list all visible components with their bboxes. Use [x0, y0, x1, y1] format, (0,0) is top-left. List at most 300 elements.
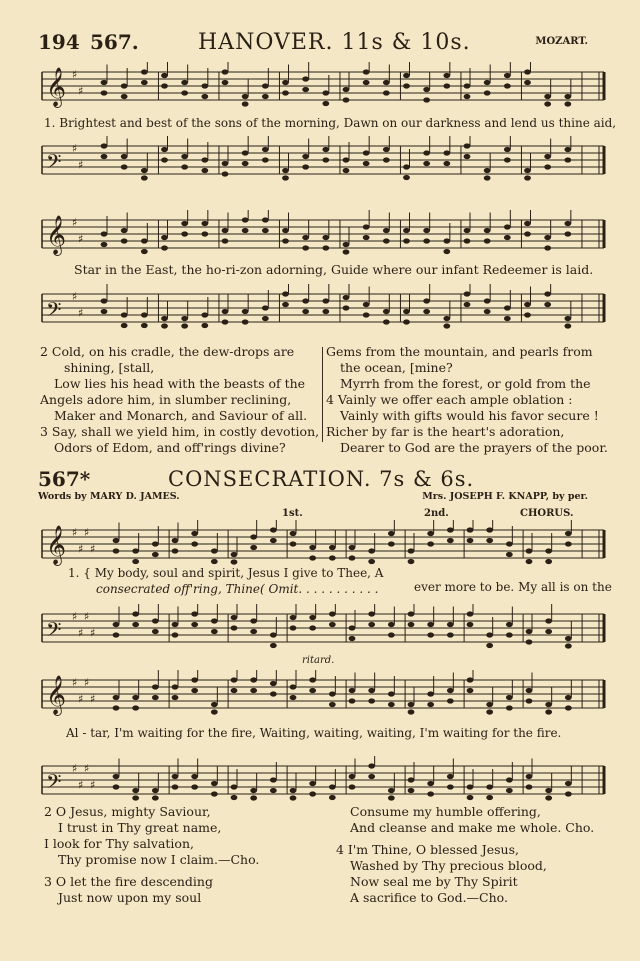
hymn1-system2-treble [38, 210, 608, 262]
note-head [427, 791, 434, 796]
note-head [211, 702, 218, 707]
note-head [443, 161, 450, 166]
note-head [349, 784, 356, 789]
note-head [242, 94, 249, 99]
hymn1-verses-left [40, 344, 319, 456]
note-head [403, 238, 410, 243]
note-head [486, 795, 493, 800]
note-head [506, 541, 513, 546]
note-head [290, 531, 297, 536]
note-head [349, 774, 356, 779]
note-head [270, 632, 277, 637]
note-head [270, 691, 277, 696]
note-head [250, 795, 257, 800]
note-head [427, 622, 434, 627]
note-head [545, 629, 552, 634]
note-head [329, 622, 336, 627]
note-head [201, 323, 208, 328]
sharp-icon: ♯ [90, 626, 96, 640]
note-head [427, 541, 434, 546]
note-head [526, 774, 533, 779]
note-head [447, 698, 454, 703]
note-head [113, 774, 120, 779]
note-head [545, 548, 552, 553]
note-head [172, 622, 179, 627]
hymn1-lyrics-line1: 1. Brightest and best of the sons of the morning, Dawn on our darkness and lend us thine aid, [44, 116, 617, 130]
note-head [564, 101, 571, 106]
note-head [388, 795, 395, 800]
note-head [270, 643, 277, 648]
note-head [262, 228, 269, 233]
note-head [447, 622, 454, 627]
note-head [545, 709, 552, 714]
hymn1-system1-bass [38, 136, 608, 188]
note-head [423, 228, 430, 233]
note-head [282, 175, 289, 180]
hymn1-tune-title: HANOVER. 11s & 10s. [198, 30, 471, 55]
note-head [161, 316, 168, 321]
treble-clef-icon: 𝄞 [46, 525, 67, 565]
note-head [282, 228, 289, 233]
note-head [181, 80, 188, 85]
note-head [524, 69, 531, 74]
note-head [181, 90, 188, 95]
staff-lines [42, 614, 604, 642]
note-head [403, 164, 410, 169]
note-head [544, 154, 551, 159]
hymn2-lyrics-line1a: 1. { My body, soul and spirit, Jesus I give to Thee, A [68, 566, 384, 580]
note-head [343, 249, 350, 254]
verse-line: Vainly with gifts would his favor secure ! [340, 408, 599, 423]
note-head [423, 150, 430, 155]
note-head [282, 302, 289, 307]
note-head [524, 175, 531, 180]
note-head [113, 538, 120, 543]
note-head [302, 87, 309, 92]
note-head [545, 559, 552, 564]
hymn1-verses-right [326, 344, 608, 456]
note-head [564, 323, 571, 328]
note-head [322, 101, 329, 106]
hymn2-verses-right [336, 804, 594, 906]
sharp-icon: ♯ [78, 626, 84, 640]
note-head [388, 531, 395, 536]
note-head [349, 688, 356, 693]
note-head [262, 94, 269, 99]
sharp-icon: ♯ [72, 610, 78, 623]
note-head [383, 238, 390, 243]
note-head [368, 774, 375, 779]
verse-line: the ocean, [mine? [340, 360, 453, 375]
note-head [141, 312, 148, 317]
note-head [464, 238, 471, 243]
sharp-icon: ♯ [78, 778, 84, 792]
bass-clef-icon: 𝄢 [46, 298, 62, 326]
note-head [113, 548, 120, 553]
note-head [121, 83, 128, 88]
verse-line: Richer by far is the heart's adoration, [326, 424, 565, 439]
note-head [191, 622, 198, 627]
verse-line: Washed by Thy precious blood, [350, 858, 547, 873]
note-head [368, 698, 375, 703]
note-head [290, 615, 297, 620]
note-head [427, 691, 434, 696]
note-head [403, 73, 410, 78]
note-head [423, 97, 430, 102]
note-head [368, 622, 375, 627]
note-head [388, 541, 395, 546]
note-head [181, 231, 188, 236]
note-head [161, 83, 168, 88]
sharp-icon: ♯ [84, 762, 90, 775]
note-head [113, 695, 120, 700]
note-head [329, 702, 336, 707]
note-head [290, 695, 297, 700]
note-head [152, 795, 159, 800]
note-head [484, 309, 491, 314]
note-head [113, 632, 120, 637]
hymn1-header [38, 30, 588, 58]
note-head [270, 777, 277, 782]
note-head [201, 83, 208, 88]
note-head [152, 684, 159, 689]
note-head [408, 548, 415, 553]
note-head [121, 164, 128, 169]
note-head [191, 677, 198, 682]
verse-line: I trust in Thy great name, [58, 820, 222, 835]
verse-line: Thy promise now I claim.—Cho. [58, 852, 260, 867]
note-head [262, 83, 269, 88]
note-head [132, 795, 139, 800]
note-head [152, 788, 159, 793]
note-head [526, 559, 533, 564]
note-head [427, 531, 434, 536]
note-head [506, 788, 513, 793]
note-head [526, 784, 533, 789]
note-head [408, 622, 415, 627]
sharp-icon: ♯ [72, 68, 78, 81]
note-head [427, 702, 434, 707]
note-head [486, 643, 493, 648]
note-head [388, 632, 395, 637]
note-head [302, 298, 309, 303]
hymn1-system2-bass [38, 284, 608, 336]
note-head [181, 154, 188, 159]
verse-line: 3 Say, shall we yield him, in costly devotion, [40, 424, 320, 439]
staff-lines [42, 766, 604, 794]
note-head [152, 618, 159, 623]
sharp-icon: ♯ [78, 84, 84, 98]
note-head [443, 316, 450, 321]
sharp-icon: ♯ [72, 290, 78, 303]
note-head [564, 221, 571, 226]
note-head [161, 147, 168, 152]
verse-line: Angels adore him, in slumber reclining, [40, 392, 292, 407]
note-head [403, 319, 410, 324]
note-head [132, 559, 139, 564]
note-head [544, 164, 551, 169]
note-head [191, 784, 198, 789]
note-head [172, 774, 179, 779]
sharp-icon: ♯ [90, 692, 96, 706]
note-head [467, 784, 474, 789]
note-head [408, 702, 415, 707]
note-head [121, 323, 128, 328]
note-head [467, 795, 474, 800]
note-head [132, 695, 139, 700]
note-head [191, 611, 198, 616]
verse-line: And cleanse and make me whole. Cho. [350, 820, 595, 835]
verse-line: A sacrifice to God.—Cho. [350, 890, 508, 905]
first-ending-label: 1st. [282, 508, 303, 519]
hymn2-lyrics-line1b: consecrated off'ring, Thine( Omit. . . . . . . . . . . [96, 582, 379, 596]
sharp-icon: ♯ [72, 216, 78, 229]
verse-line: Low lies his head with the beasts of the [54, 376, 306, 391]
staff-lines [42, 220, 604, 248]
note-head [464, 228, 471, 233]
note-head [101, 231, 108, 236]
note-head [504, 73, 511, 78]
note-head [231, 552, 238, 557]
note-head [443, 73, 450, 78]
note-head [231, 688, 238, 693]
note-head [322, 309, 329, 314]
note-head [141, 168, 148, 173]
note-head [121, 228, 128, 233]
note-head [132, 548, 139, 553]
second-ending-label: 2nd. [424, 508, 449, 519]
treble-clef-icon: 𝄞 [46, 67, 67, 107]
note-head [201, 168, 208, 173]
note-head [270, 681, 277, 686]
note-head [181, 316, 188, 321]
note-head [403, 83, 410, 88]
note-head [408, 611, 415, 616]
note-head [211, 781, 218, 786]
note-head [231, 677, 238, 682]
sharp-icon: ♯ [78, 232, 84, 246]
note-head [564, 316, 571, 321]
note-head [408, 709, 415, 714]
note-head [486, 709, 493, 714]
note-head [113, 622, 120, 627]
note-head [464, 291, 471, 296]
note-head [506, 777, 513, 782]
note-head [132, 788, 139, 793]
note-head [231, 559, 238, 564]
sharp-icon: ♯ [72, 142, 78, 155]
note-head [141, 175, 148, 180]
note-head [231, 784, 238, 789]
note-head [504, 316, 511, 321]
note-head [486, 702, 493, 707]
note-head [191, 541, 198, 546]
note-head [141, 238, 148, 243]
note-head [250, 788, 257, 793]
page-number: 194 [38, 30, 80, 54]
sharp-icon: ♯ [78, 158, 84, 172]
verse-line: Myrrh from the forest, or gold from the [340, 376, 591, 391]
note-head [368, 548, 375, 553]
note-head [329, 784, 336, 789]
note-head [564, 147, 571, 152]
note-head [443, 150, 450, 155]
note-head [222, 228, 229, 233]
note-head [250, 545, 257, 550]
note-head [262, 157, 269, 162]
verse-line: 3 O let the fire descending [44, 874, 213, 889]
note-head [343, 87, 350, 92]
note-head [565, 695, 572, 700]
note-head [242, 228, 249, 233]
note-head [464, 94, 471, 99]
note-head [343, 305, 350, 310]
note-head [141, 249, 148, 254]
note-head [403, 175, 410, 180]
note-head [121, 312, 128, 317]
note-head [172, 784, 179, 789]
note-head [343, 295, 350, 300]
note-head [363, 69, 370, 74]
note-head [423, 238, 430, 243]
note-head [282, 90, 289, 95]
note-head [467, 688, 474, 693]
hymn1-composer: MOZART. [535, 36, 588, 47]
verse-line: Odors of Edom, and off'rings divine? [54, 440, 286, 455]
note-head [343, 97, 350, 102]
note-head [524, 168, 531, 173]
note-head [211, 548, 218, 553]
note-head [191, 688, 198, 693]
note-head [302, 235, 309, 240]
note-head [329, 795, 336, 800]
note-head [565, 705, 572, 710]
note-head [443, 323, 450, 328]
note-head [152, 695, 159, 700]
note-head [270, 527, 277, 532]
note-head [408, 777, 415, 782]
note-head [504, 224, 511, 229]
note-head [309, 688, 316, 693]
note-head [506, 632, 513, 637]
note-head [464, 143, 471, 148]
note-head [290, 684, 297, 689]
sharp-icon: ♯ [84, 610, 90, 623]
note-head [101, 80, 108, 85]
note-head [302, 76, 309, 81]
note-head [388, 788, 395, 793]
note-head [152, 629, 159, 634]
note-head [181, 164, 188, 169]
note-head [544, 245, 551, 250]
note-head [484, 298, 491, 303]
note-head [329, 611, 336, 616]
bass-clef-icon: 𝄢 [46, 150, 62, 178]
note-head [423, 161, 430, 166]
note-head [222, 161, 229, 166]
note-head [282, 80, 289, 85]
sharp-icon: ♯ [72, 676, 78, 689]
note-head [368, 688, 375, 693]
note-head [201, 221, 208, 226]
note-head [309, 615, 316, 620]
note-head [467, 677, 474, 682]
note-head [526, 698, 533, 703]
note-head [423, 309, 430, 314]
note-head [447, 538, 454, 543]
ritard-marking: ritard. [302, 655, 335, 666]
note-head [524, 221, 531, 226]
note-head [262, 147, 269, 152]
hymn2-tune-title: CONSECRATION. 7s & 6s. [168, 467, 475, 491]
note-head [447, 632, 454, 637]
note-head [467, 527, 474, 532]
note-head [101, 309, 108, 314]
note-head [467, 538, 474, 543]
note-head [191, 531, 198, 536]
note-head [565, 636, 572, 641]
note-head [484, 175, 491, 180]
note-head [309, 781, 316, 786]
chorus-label: CHORUS. [520, 508, 574, 519]
note-head [383, 228, 390, 233]
note-head [526, 688, 533, 693]
note-head [484, 238, 491, 243]
hymn1-lyrics-line2: Star in the East, the ho-ri-zon adorning, Guide where our infant Redeemer is laid. [74, 262, 594, 277]
note-head [262, 316, 269, 321]
note-head [231, 615, 238, 620]
note-head [363, 224, 370, 229]
note-head [383, 80, 390, 85]
note-head [152, 541, 159, 546]
note-head [172, 538, 179, 543]
note-head [363, 302, 370, 307]
note-head [329, 555, 336, 560]
hymn2-system1-bass [38, 604, 608, 650]
verse-line: 4 Vainly we offer each ample oblation : [326, 392, 573, 407]
note-head [504, 147, 511, 152]
note-head [544, 291, 551, 296]
note-head [383, 90, 390, 95]
note-head [484, 80, 491, 85]
hymn2-system1-treble [38, 520, 608, 566]
note-head [242, 150, 249, 155]
note-head [121, 154, 128, 159]
bass-clef-icon: 𝄢 [46, 618, 62, 646]
note-head [211, 709, 218, 714]
verse-line: Maker and Monarch, and Saviour of all. [54, 408, 308, 423]
note-head [201, 231, 208, 236]
hymn2-lyrics-line1c: ever more to be. My all is on the [414, 580, 612, 594]
note-head [161, 157, 168, 162]
note-head [484, 90, 491, 95]
note-head [222, 309, 229, 314]
note-head [113, 784, 120, 789]
note-head [545, 702, 552, 707]
note-head [250, 629, 257, 634]
note-head [172, 632, 179, 637]
note-head [343, 157, 350, 162]
sharp-icon: ♯ [90, 778, 96, 792]
hymn1-number: 567. [90, 30, 139, 54]
sharp-icon: ♯ [78, 692, 84, 706]
note-head [464, 154, 471, 159]
note-head [322, 298, 329, 303]
sharp-icon: ♯ [90, 542, 96, 556]
note-head [565, 541, 572, 546]
note-head [132, 622, 139, 627]
note-head [486, 632, 493, 637]
